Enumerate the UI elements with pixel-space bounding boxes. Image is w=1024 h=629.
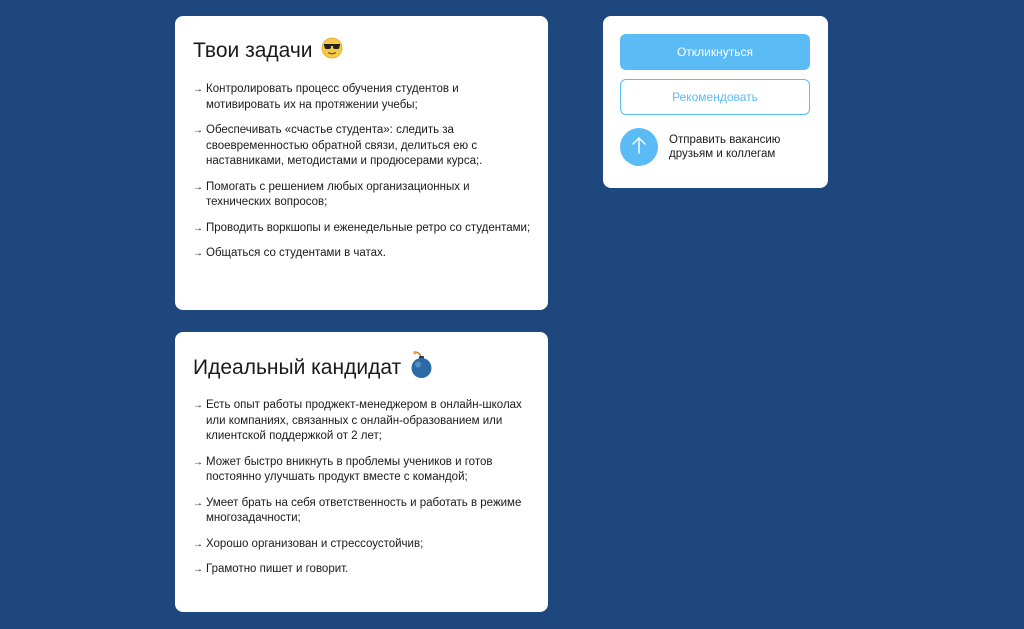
arrow-right-icon: → bbox=[193, 222, 203, 234]
candidate-title bbox=[193, 352, 531, 384]
arrow-right-icon: → bbox=[193, 538, 203, 550]
share-vacancy[interactable] bbox=[620, 128, 811, 166]
list-item-text: Умеет брать на себя ответственность и работать в режиме многозадачности; bbox=[206, 496, 522, 524]
share-text: Отправить вакансию друзьям и коллегам bbox=[669, 134, 781, 160]
candidate-title-text: Идеальный кандидат bbox=[193, 356, 402, 379]
candidate-list bbox=[193, 398, 531, 578]
tasks-card bbox=[175, 16, 548, 310]
arrow-right-icon: → bbox=[193, 497, 203, 509]
list-item-text: Контролировать процесс обучения студентов и мотивировать их на протяжении учебы; bbox=[206, 83, 459, 111]
bomb-icon bbox=[409, 351, 433, 385]
arrow-right-icon: → bbox=[193, 125, 203, 136]
list-item-text: Общаться со студентами в чатах. bbox=[206, 247, 386, 259]
list-item bbox=[193, 123, 536, 170]
share-button[interactable] bbox=[620, 128, 658, 166]
list-item-text: Грамотно пишет и говорит. bbox=[206, 563, 349, 575]
list-item-text: Хорошо организован и стрессоустойчив; bbox=[206, 537, 424, 550]
arrow-up-icon bbox=[631, 136, 647, 159]
arrow-right-icon: → bbox=[193, 84, 203, 95]
arrow-right-icon: → bbox=[193, 181, 203, 193]
list-item-text: Может быстро вникнуть в проблемы учеников и готов постоянно улучшать продукт вместе с командой; bbox=[206, 455, 493, 483]
sunglasses-face-icon bbox=[321, 37, 343, 65]
arrow-right-icon: → bbox=[193, 456, 203, 468]
list-item bbox=[193, 82, 536, 113]
arrow-right-icon: → bbox=[193, 400, 203, 411]
arrow-right-icon: → bbox=[193, 564, 203, 575]
list-item bbox=[193, 246, 536, 262]
list-item bbox=[193, 562, 536, 578]
list-item-text: Обеспечивать «счастье студента»: следить за своевременностью обратной связи, делиться ею с наставниками, методистами и продюсерами курса;. bbox=[206, 124, 483, 167]
respond-button[interactable]: Откликнуться bbox=[620, 34, 810, 70]
tasks-list bbox=[193, 82, 531, 262]
list-item-text: Проводить воркшопы и еженедельные ретро со студентами; bbox=[206, 221, 531, 234]
list-item-text: Помогать с решением любых организационных и технических вопросов; bbox=[206, 180, 470, 208]
list-item bbox=[193, 398, 536, 445]
list-item bbox=[193, 455, 536, 486]
list-item bbox=[193, 496, 536, 527]
list-item bbox=[193, 537, 536, 553]
arrow-right-icon: → bbox=[193, 248, 203, 259]
actions-card bbox=[603, 16, 828, 188]
recommend-button[interactable]: Рекомендовать bbox=[620, 79, 810, 115]
tasks-title bbox=[193, 38, 531, 64]
tasks-title-text: Твои задачи bbox=[193, 39, 313, 62]
list-item bbox=[193, 180, 536, 211]
list-item-text: Есть опыт работы проджект-менеджером в онлайн-школах или компаниях, связанных с онлайн-образованием или клиентской поддержкой от 2 лет; bbox=[206, 399, 522, 442]
list-item bbox=[193, 221, 536, 237]
candidate-card bbox=[175, 332, 548, 612]
